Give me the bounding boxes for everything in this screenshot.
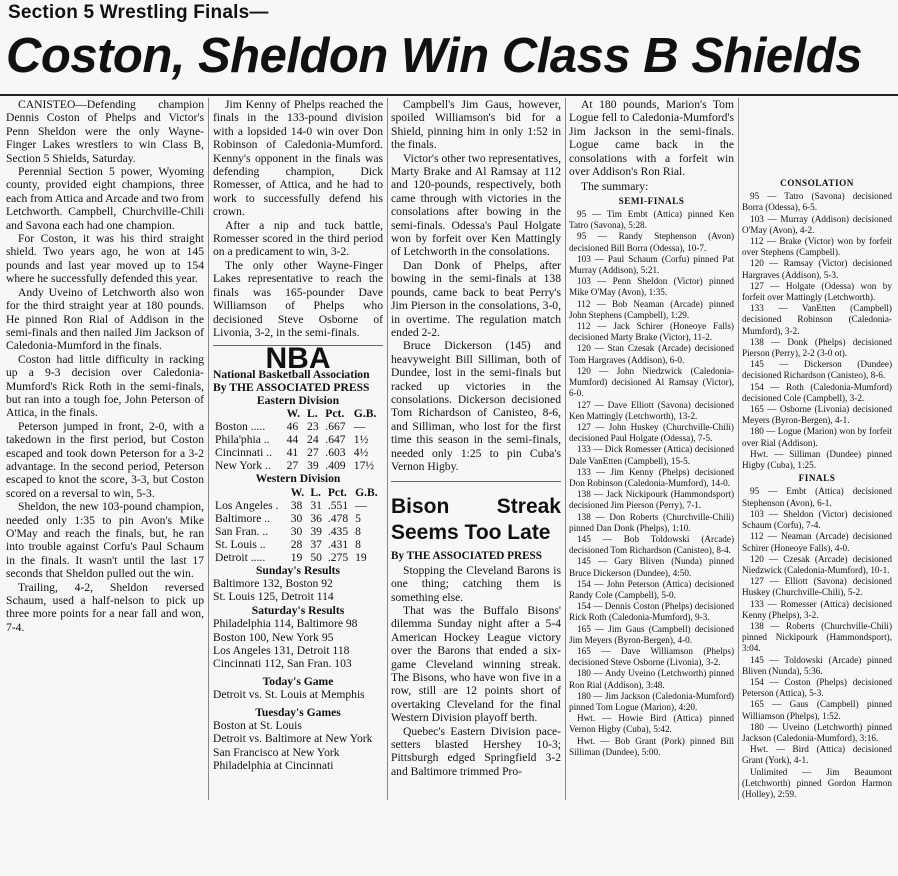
team-name: Phila'phia .. bbox=[215, 433, 270, 447]
standings-cell: 50 bbox=[310, 550, 322, 564]
article-paragraph: Trailing, 4-2, Sheldon reversed Schaum, used a half-nelson to pick up three more points for a near fall and won, 7-4. bbox=[6, 580, 204, 634]
result-line: San Francisco at New York bbox=[213, 745, 340, 759]
bout-result: 103 — Murray (Addison) decisioned O'May (Avon), 4-2. bbox=[742, 213, 892, 235]
nba-byline: By THE ASSOCIATED PRESS bbox=[213, 380, 370, 394]
standings-cell: 4½ bbox=[353, 446, 369, 460]
standings-column-header: L. bbox=[307, 407, 318, 421]
standings-cell: 27 bbox=[307, 446, 319, 460]
article-column-5 bbox=[742, 176, 892, 876]
western-division-heading: Western Division bbox=[255, 472, 341, 486]
bout-result: 127 — Elliott (Savona) decisioned Huskey (Churchville-Chili), 5-2. bbox=[742, 576, 892, 598]
bout-result: 103 — Paul Schaum (Corfu) pinned Pat Murray (Addison), 5:21. bbox=[569, 253, 734, 276]
standings-cell: 39 bbox=[310, 524, 322, 538]
finals-heading: FINALS bbox=[798, 473, 836, 484]
standings-cell: 8 bbox=[355, 537, 361, 551]
team-name: Boston ..... bbox=[215, 420, 266, 434]
team-name: Los Angeles . bbox=[215, 498, 279, 512]
standings-column-header: L. bbox=[310, 485, 321, 499]
article-paragraph: Andy Uveino of Letchworth also won for the third straight year at 180 pounds. He pinned Ron Rial of Addison in the semi-finals and then nailed Jim Jackson of Caledonia-Mumford in the finals. bbox=[6, 285, 204, 353]
standings-cell: .435 bbox=[327, 524, 349, 538]
standings-cell: 28 bbox=[290, 537, 303, 551]
standings-row bbox=[213, 433, 383, 446]
result-line: Detroit vs. St. Louis at Memphis bbox=[213, 688, 365, 702]
article-paragraph: Victor's other two representatives, Marty Brake and Al Ramsay at 112 and 120-pounds, respectively, both came through with victories in the consolations after bowing in the semi-finals. Odessa's Paul Holgate won by forfeit over Ken Mattingly of Letchworth in the consolations. bbox=[391, 151, 561, 259]
page-headline: Coston, Sheldon Win Class B Shields bbox=[6, 29, 862, 83]
result-line: Philadelphia 114, Baltimore 98 bbox=[213, 617, 358, 631]
standings-cell: 44 bbox=[286, 433, 299, 447]
bison-byline: By THE ASSOCIATED PRESS bbox=[391, 550, 542, 563]
headline-rule bbox=[0, 94, 898, 96]
standings-row bbox=[213, 525, 383, 538]
article-paragraph: Campbell's Jim Gaus, however, spoiled Williamson's bid for a Shield, pinning him in only 1:52 in the finals. bbox=[391, 98, 561, 152]
standings-cell: 41 bbox=[286, 446, 299, 460]
bout-result: 154 — Roth (Caledonia-Mumford) decisioned Cole (Campbell), 3-2. bbox=[742, 381, 892, 403]
bout-result: 133 — VanEtten (Campbell) decisioned Robinson (Caledonia-Mumford), 3-2. bbox=[742, 303, 892, 336]
bout-result: 180 — Uveino (Letchworth) pinned Jackson (Caledonia-Mumford), 3:16. bbox=[742, 721, 892, 743]
standings-row bbox=[213, 512, 383, 525]
standings-column-header: G.B. bbox=[355, 485, 378, 499]
article-paragraph: The only other Wayne-Finger Lakes representative to reach the finals was 165-pounder Dave Williamson of Phelps who decisioned Steve Osborne of Livonia, 3-2, in the semi-finals. bbox=[213, 258, 383, 339]
bout-result: 127 — Holgate (Odessa) won by forfeit over Mattingly (Letchworth). bbox=[742, 280, 892, 303]
bout-result: 95 — Tatro (Savona) decisioned Borra (Odessa), 6-5. bbox=[742, 191, 892, 213]
bout-result: 180 — Logue (Marion) won by forfeit over Rial (Addison). bbox=[742, 426, 892, 448]
bison-paragraph: Quebec's Eastern Division pace-setters blasted Hershey 10-3; Pittsburgh edged Springfield 3-2 and Baltimore trimmed Pro- bbox=[391, 724, 561, 778]
standings-row bbox=[213, 459, 383, 472]
bout-result: 145 — Bob Toldowski (Arcade) decisioned Tom Richardson (Canisteo), 8-4. bbox=[569, 533, 734, 556]
bout-result: 112 — Bob Neaman (Arcade) pinned John Stephens (Campbell), 1:29. bbox=[569, 298, 734, 320]
nba-subtitle: National Basketball Association bbox=[213, 367, 370, 381]
results-heading: Saturday's Results bbox=[251, 603, 345, 617]
standings-cell: 24 bbox=[307, 433, 319, 447]
team-name: Detroit ..... bbox=[215, 550, 266, 564]
article-paragraph: After a nip and tuck battle, Romesser scored in the third period on a predicament to win, 3-2. bbox=[213, 218, 383, 259]
bout-result: 138 — Don Roberts (Churchville-Chili) pinned Dan Donk (Phelps), 1:10. bbox=[569, 511, 734, 533]
western-standings-table bbox=[213, 486, 383, 564]
standings-cell: 39 bbox=[307, 459, 319, 473]
article-paragraph: CANISTEO—Defending champion Dennis Coston of Phelps and Victor's Penn Sheldon were the only Wayne-Finger Lakes wrestlers to win Class B, Section 5 Shields, Saturday. bbox=[6, 98, 204, 165]
article-paragraph: Jim Kenny of Phelps reached the finals in the 133-pound division with a lopsided 14-0 win over Don Robinson of Caledonia-Mumford. Kenny's opponent in the finals was defending champion, Dick Romesser, of Attica, and he had to work to successfully defend his crown. bbox=[213, 98, 383, 219]
standings-cell: — bbox=[355, 498, 367, 512]
bout-result: 138 — Roberts (Churchville-Chili) pinned Nickipourk (Hammondsport), 3:04. bbox=[742, 620, 892, 654]
eastern-standings-table bbox=[213, 407, 383, 472]
bout-result: 103 — Sheldon (Victor) decisioned Schaum (Corfu), 7-4. bbox=[742, 508, 892, 531]
result-line: Boston 100, New York 95 bbox=[213, 630, 334, 644]
bout-result: 120 — John Niedzwick (Caledonia-Mumford) decisioned Al Ramsay (Victor), 6-0. bbox=[569, 365, 734, 399]
article-paragraph: Peterson jumped in front, 2-0, with a takedown in the first period, but Coston escaped and took down Peterson for a 3-2 advantage. In the second period, Peterson escaped to knot the score, 3-3, but Coston scored on a reversal to win, 5-3. bbox=[6, 419, 204, 500]
result-line: Los Angeles 131, Detroit 118 bbox=[213, 643, 350, 657]
standings-cell: .409 bbox=[325, 459, 346, 473]
result-line: Boston at St. Louis bbox=[213, 719, 302, 732]
team-name: San Fran. .. bbox=[215, 524, 269, 538]
bout-result: 180 — Andy Uveino (Letchworth) pinned Ron Rial (Addison), 3:48. bbox=[569, 668, 734, 690]
standings-row bbox=[213, 551, 383, 564]
bout-result: 145 — Gary Bliven (Nunda) pinned Bruce Dickerson (Dundee), 4:50. bbox=[569, 556, 734, 578]
standings-cell: 38 bbox=[290, 498, 303, 512]
standings-cell: .647 bbox=[325, 433, 346, 447]
column-divider bbox=[738, 98, 739, 800]
article-paragraph: Perennial Section 5 power, Wyoming county, provided eight champions, three each from Attica and Arcade and two from Letchworth. Campbell, Churchville-Chili and Savona each had one champion. bbox=[6, 165, 204, 232]
team-name: Cincinnati .. bbox=[215, 446, 272, 460]
results-heading: Sunday's Results bbox=[255, 563, 341, 577]
bout-result: 120 — Stan Czesak (Arcade) decisioned Tom Hargraves (Addison), 6-0. bbox=[569, 343, 734, 365]
result-line: Philadelphia at Cincinnati bbox=[213, 759, 334, 773]
bout-result: 127 — Dave Elliott (Savona) decisioned Ken Mattingly (Letchworth), 13-2. bbox=[569, 399, 734, 421]
standings-cell: 8 bbox=[355, 524, 361, 538]
logue-paragraph: At 180 pounds, Marion's Tom Logue fell to Caledonia-Mumford's Jim Jackson in the semi-finals. Logue came back in the consolations with a forfeit win over Addison's Ron Rial. bbox=[569, 98, 734, 179]
bout-result: Hwt. — Bob Grant (Pork) pinned Bill Silliman (Dundee), 5:00. bbox=[569, 735, 734, 757]
standings-cell: 27 bbox=[286, 459, 299, 473]
nba-title: NBA bbox=[265, 342, 331, 376]
results-heading: Today's Game bbox=[262, 674, 334, 688]
bout-result: 120 — Czesak (Arcade) decisioned Niedzwick (Caledonia-Mumford), 10-1. bbox=[742, 553, 892, 575]
bout-result: Unlimited — Jim Beaumont (Letchworth) pinned Gordon Harmon (Holley), 2:59. bbox=[742, 766, 892, 799]
result-line: Baltimore 132, Boston 92 bbox=[213, 576, 333, 590]
column-divider bbox=[565, 98, 566, 800]
article-column-3 bbox=[391, 98, 561, 798]
standings-cell: .551 bbox=[327, 498, 349, 512]
bout-result: 112 — Neaman (Arcade) decisioned Schirer (Honeoye Falls), 4-0. bbox=[742, 531, 892, 553]
bison-article bbox=[391, 481, 561, 778]
team-name: St. Louis .. bbox=[215, 537, 266, 551]
bout-result: Hwt. — Howie Bird (Attica) pinned Vernon Higby (Cuba), 5:42. bbox=[569, 713, 734, 735]
standings-column-header: W. bbox=[286, 407, 300, 421]
standings-cell: 19 bbox=[290, 550, 303, 564]
bout-result: 133 — Jim Kenny (Phelps) decisioned Don Robinson (Caledonia-Mumford), 14-0. bbox=[569, 466, 734, 488]
bout-result: 145 — Dickerson (Dundee) decisioned Richardson (Canisteo), 8-6. bbox=[742, 359, 892, 381]
bout-result: 95 — Randy Stephenson (Avon) decisioned Bill Borra (Odessa), 10-7. bbox=[569, 231, 734, 253]
standings-cell: .603 bbox=[325, 446, 346, 460]
result-line: St. Louis 125, Detroit 114 bbox=[213, 590, 334, 604]
standings-cell: — bbox=[353, 420, 366, 434]
standings-cell: .275 bbox=[327, 550, 349, 564]
bout-result: 133 — Dick Romesser (Attica) decisioned Dale VanEtten (Campbell), 15-5. bbox=[569, 444, 734, 466]
standings-cell: 46 bbox=[286, 420, 299, 434]
bout-result: 154 — Dennis Coston (Phelps) decisioned Rick Roth (Caledonia-Mumford), 9-3. bbox=[569, 601, 734, 623]
article-column-4 bbox=[569, 98, 734, 798]
bout-result: 165 — Osborne (Livonia) decisioned Meyers (Byron-Bergen), 4-1. bbox=[742, 404, 892, 426]
standings-column-header: Pct. bbox=[327, 485, 347, 499]
standings-row bbox=[213, 499, 383, 512]
bout-result: 95 — Tim Embt (Attica) pinned Ken Tatro (Savona), 5:28. bbox=[569, 209, 734, 231]
standings-column-header: W. bbox=[290, 485, 305, 499]
article-paragraph: Bruce Dickerson (145) and heavyweight Bill Silliman, both of Dundee, lost in the semi-finals but racked up victories in the consolations. Dickerson decisioned Tom Richardson of Canisteo, 8-6, and Silliman, who lost for the first time this season in the semi-finals, needed only 1:25 to pin Cuba's Vernon Higby. bbox=[391, 339, 561, 473]
bout-result: 133 — Romesser (Attica) decisioned Kenny (Phelps), 3-2. bbox=[742, 598, 892, 620]
standings-row bbox=[213, 538, 383, 551]
team-name: Baltimore .. bbox=[215, 511, 271, 525]
article-column-1 bbox=[6, 98, 204, 798]
standings-column-header: G.B. bbox=[353, 407, 377, 421]
standings-cell: .478 bbox=[327, 511, 349, 525]
standings-column-header: Pct. bbox=[325, 407, 345, 421]
standings-cell: 1½ bbox=[353, 433, 369, 447]
bout-result: 165 — Dave Williamson (Phelps) decisioned Steve Osborne (Livonia), 3-2. bbox=[569, 645, 734, 668]
bout-result: 165 — Gaus (Campbell) pinned Williamson (Phelps), 1:52. bbox=[742, 699, 892, 721]
article-paragraph: Sheldon, the new 103-pound champion, needed only 1:35 to pin Avon's Mike O'May and reach the finals, but, he ran into trouble against Corfu's Paul Schaum in the finals. It wasn't until the last 17 seconds that Sheldon pulled out the win. bbox=[6, 500, 204, 581]
results-heading: Tuesday's Games bbox=[255, 705, 341, 719]
column-divider bbox=[208, 98, 209, 800]
bout-result: 112 — Brake (Victor) won by forfeit over Stephens (Campbell). bbox=[742, 236, 892, 258]
standings-cell: 5 bbox=[355, 511, 361, 525]
bout-result: Hwt. — Silliman (Dundee) pinned Higby (Cuba), 1:25. bbox=[742, 448, 892, 471]
standings-cell: 36 bbox=[310, 511, 322, 525]
standings-cell: 19 bbox=[355, 550, 367, 564]
article-paragraph: Dan Donk of Phelps, after bowing in the semi-finals at 138 pounds, came back to beat Perry's Jim Pierson in the consolations, 3-0, in overtime. The regulation match ended 2-2. bbox=[391, 258, 561, 339]
bout-result: 145 — Toldowski (Arcade) pinned Bliven (Nunda), 5:36. bbox=[742, 654, 892, 676]
standings-cell: .667 bbox=[325, 420, 346, 434]
article-paragraph: Coston had little difficulty in racking up a 9-3 decision over Caledonia-Mumford's Rick Roth in the semi-finals, but ran into a tough foe, John Peterson of Attica, in the finals. bbox=[6, 352, 204, 420]
bout-result: 154 — Coston (Phelps) decisioned Peterson (Attica), 5-3. bbox=[742, 676, 892, 699]
standings-cell: 23 bbox=[307, 420, 319, 434]
section-kicker: Section 5 Wrestling Finals— bbox=[8, 2, 269, 23]
standings-row bbox=[213, 446, 383, 459]
bison-paragraph: That was the Buffalo Bisons' dilemma Sunday night after a 5-4 American Hockey League victory over the Barons that ended a six-game Cleveland winning streak. The Bisons, who have won five in a row, still are 12 points short of overtaking Cleveland for the final Western Division playoff berth. bbox=[391, 604, 561, 725]
result-line: Cincinnati 112, San Fran. 103 bbox=[213, 657, 352, 671]
standings-cell: 37 bbox=[310, 537, 322, 551]
bout-result: 180 — Jim Jackson (Caledonia-Mumford) pinned Tom Logue (Marion), 4:20. bbox=[569, 690, 734, 712]
standings-cell: .431 bbox=[327, 537, 349, 551]
bout-result: 165 — Jim Gaus (Campbell) decisioned Jim Meyers (Byron-Bergen), 4-0. bbox=[569, 623, 734, 645]
summary-label: The summary: bbox=[581, 180, 649, 194]
bout-result: 95 — Embt (Attica) decisioned Stephenson (Avon), 6-1. bbox=[742, 486, 892, 508]
bison-headline: Bison Streak Seems Too Late bbox=[391, 495, 561, 545]
eastern-division-heading: Eastern Division bbox=[256, 393, 340, 407]
bout-result: 120 — Ramsay (Victor) decisioned Hargraves (Addison), 5-3. bbox=[742, 258, 892, 280]
bison-paragraph: Stopping the Cleveland Barons is one thing; catching them is something else. bbox=[391, 563, 561, 604]
team-name: New York .. bbox=[215, 459, 271, 473]
bout-result: 138 — Jack Nickipourk (Hammondsport) decisioned Jim Pierson (Perry), 7-1. bbox=[569, 489, 734, 511]
bout-result: 138 — Donk (Phelps) decisioned Pierson (Perry), 2-2 (3-0 ot). bbox=[742, 336, 892, 359]
bout-result: Hwt. — Bird (Attica) decisioned Grant (York), 4-1. bbox=[742, 744, 892, 766]
semifinals-heading: SEMI-FINALS bbox=[618, 195, 685, 206]
bout-result: 112 — Jack Schirer (Honeoye Falls) decisioned Marty Brake (Victor), 11-2. bbox=[569, 321, 734, 343]
article-paragraph: For Coston, it was his third straight shield. Two years ago, he won at 145 pounds and last year moved up to 154 where he successfully defended this year. bbox=[6, 232, 204, 286]
nba-standings bbox=[213, 342, 383, 773]
standings-row bbox=[213, 420, 383, 433]
consolation-heading: CONSOLATION bbox=[780, 178, 854, 188]
standings-cell: 17½ bbox=[353, 459, 375, 473]
article-column-2 bbox=[213, 98, 383, 798]
bout-result: 103 — Penn Sheldon (Victor) pinned Mike O'May (Avon), 1:35. bbox=[569, 276, 734, 298]
column-divider bbox=[387, 98, 388, 800]
standings-cell: 30 bbox=[290, 524, 303, 538]
bout-result: 154 — John Peterson (Attica) decisioned Randy Cole (Campbell), 5-0. bbox=[569, 578, 734, 600]
result-line: Detroit vs. Baltimore at New York bbox=[213, 732, 373, 746]
standings-cell: 31 bbox=[310, 498, 322, 512]
standings-cell: 30 bbox=[290, 511, 303, 525]
bout-result: 127 — John Huskey (Churchville-Chili) decisioned Paul Holgate (Odessa), 7-5. bbox=[569, 421, 734, 444]
